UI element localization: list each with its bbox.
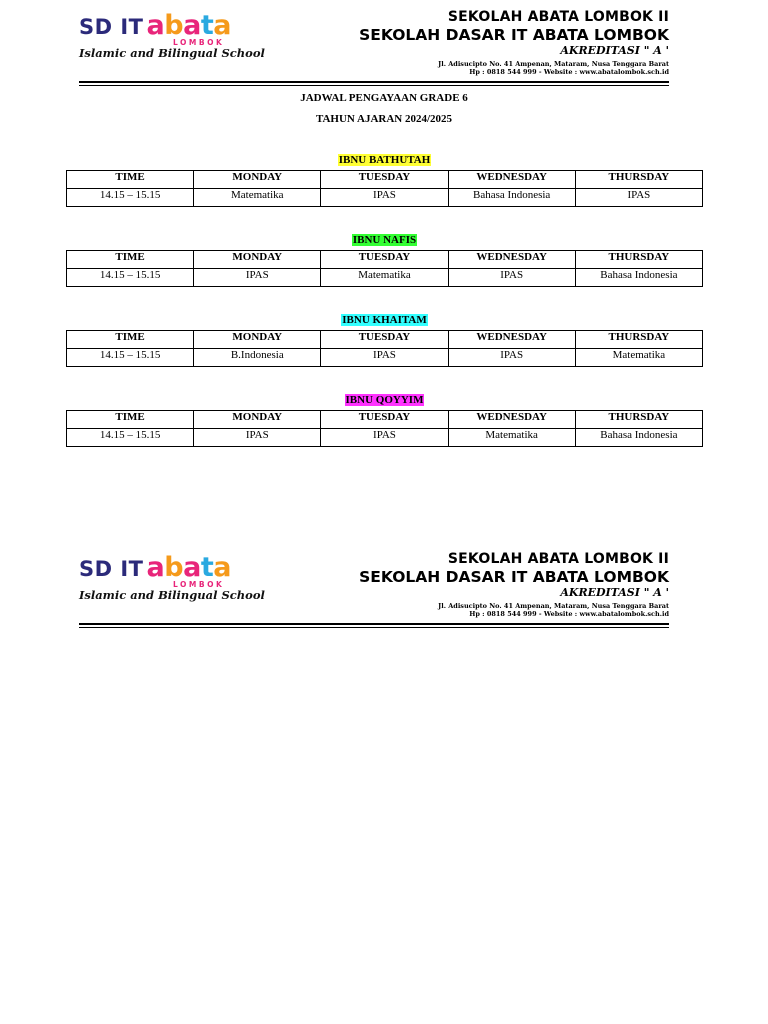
class-section [66,313,703,367]
header-wednesday: WEDNESDAY [448,171,575,189]
table-header-row [67,171,703,189]
letterhead-bottom [79,550,669,632]
header-time: TIME [67,411,194,429]
header-tuesday: TUESDAY [321,171,448,189]
header-monday: MONDAY [194,251,321,269]
header-time: TIME [67,331,194,349]
school-info [359,8,669,76]
logo-lombok-text: LOMBOK [173,38,225,47]
cell-time: 14.15 – 15.15 [67,189,194,207]
table-row [67,269,703,287]
cell-wednesday: Matematika [448,429,575,447]
class-name: IBNU BATHUTAH [338,154,431,166]
cell-wednesday: IPAS [448,349,575,367]
logo-abata-text: abata [146,552,231,583]
class-name: IBNU NAFIS [352,234,417,246]
cell-thursday: Bahasa Indonesia [575,429,702,447]
cell-monday: IPAS [194,429,321,447]
table-header-row [67,331,703,349]
school-contact: Hp : 0818 544 999 - Website : www.abatalombok.sch.id [469,68,669,76]
table-row [67,189,703,207]
schedule-table [66,410,703,447]
school-logo [79,8,265,68]
cell-thursday: Bahasa Indonesia [575,269,702,287]
table-header-row [67,411,703,429]
header-tuesday: TUESDAY [321,251,448,269]
header-tuesday: TUESDAY [321,411,448,429]
header-wednesday: WEDNESDAY [448,251,575,269]
cell-wednesday: IPAS [448,269,575,287]
letterhead-divider [79,623,669,628]
header-thursday: THURSDAY [575,411,702,429]
school-logo [79,550,265,610]
header-monday: MONDAY [194,411,321,429]
class-section [66,153,703,207]
accreditation: AKREDITASI " A ' [560,586,669,599]
cell-wednesday: Bahasa Indonesia [448,189,575,207]
accreditation: AKREDITASI " A ' [560,44,669,57]
class-section [66,393,703,447]
schedule-table [66,250,703,287]
cell-time: 14.15 – 15.15 [67,349,194,367]
logo-tagline: Islamic and Bilingual School [79,588,265,602]
logo-lombok-text: LOMBOK [173,580,225,589]
school-address: Jl. Adisucipto No. 41 Ampenan, Mataram, Nusa Tenggara Barat [438,602,669,610]
header-monday: MONDAY [194,331,321,349]
schedule-table [66,330,703,367]
cell-tuesday: IPAS [321,349,448,367]
cell-tuesday: Matematika [321,269,448,287]
class-section [66,233,703,287]
header-thursday: THURSDAY [575,251,702,269]
school-name-2: SEKOLAH DASAR IT ABATA LOMBOK [359,568,669,586]
cell-monday: Matematika [194,189,321,207]
class-name: IBNU KHAITAM [342,314,427,326]
table-header-row [67,251,703,269]
logo-sdit-text: SD IT [79,557,144,581]
header-thursday: THURSDAY [575,331,702,349]
header-time: TIME [67,171,194,189]
document-title: JADWAL PENGAYAAN GRADE 6 [300,92,468,104]
cell-monday: B.Indonesia [194,349,321,367]
cell-tuesday: IPAS [321,429,448,447]
logo-sdit-text: SD IT [79,15,144,39]
cell-tuesday: IPAS [321,189,448,207]
letterhead-divider [79,81,669,86]
header-monday: MONDAY [194,171,321,189]
table-row [67,429,703,447]
academic-year: TAHUN AJARAN 2024/2025 [315,113,453,125]
header-time: TIME [67,251,194,269]
school-contact: Hp : 0818 544 999 - Website : www.abatalombok.sch.id [469,610,669,618]
letterhead-top [79,8,669,90]
school-name-1: SEKOLAH ABATA LOMBOK II [447,551,669,567]
header-thursday: THURSDAY [575,171,702,189]
header-wednesday: WEDNESDAY [448,411,575,429]
logo-tagline: Islamic and Bilingual School [79,46,265,60]
school-name-2: SEKOLAH DASAR IT ABATA LOMBOK [359,26,669,44]
table-row [67,349,703,367]
school-address: Jl. Adisucipto No. 41 Ampenan, Mataram, Nusa Tenggara Barat [438,60,669,68]
school-name-1: SEKOLAH ABATA LOMBOK II [447,9,669,25]
schedule-table [66,170,703,207]
header-tuesday: TUESDAY [321,331,448,349]
cell-monday: IPAS [194,269,321,287]
logo-abata-text: abata [146,10,231,41]
school-info [359,550,669,618]
cell-time: 14.15 – 15.15 [67,429,194,447]
cell-thursday: IPAS [575,189,702,207]
class-name: IBNU QOYYIM [345,394,424,406]
header-wednesday: WEDNESDAY [448,331,575,349]
cell-time: 14.15 – 15.15 [67,269,194,287]
cell-thursday: Matematika [575,349,702,367]
